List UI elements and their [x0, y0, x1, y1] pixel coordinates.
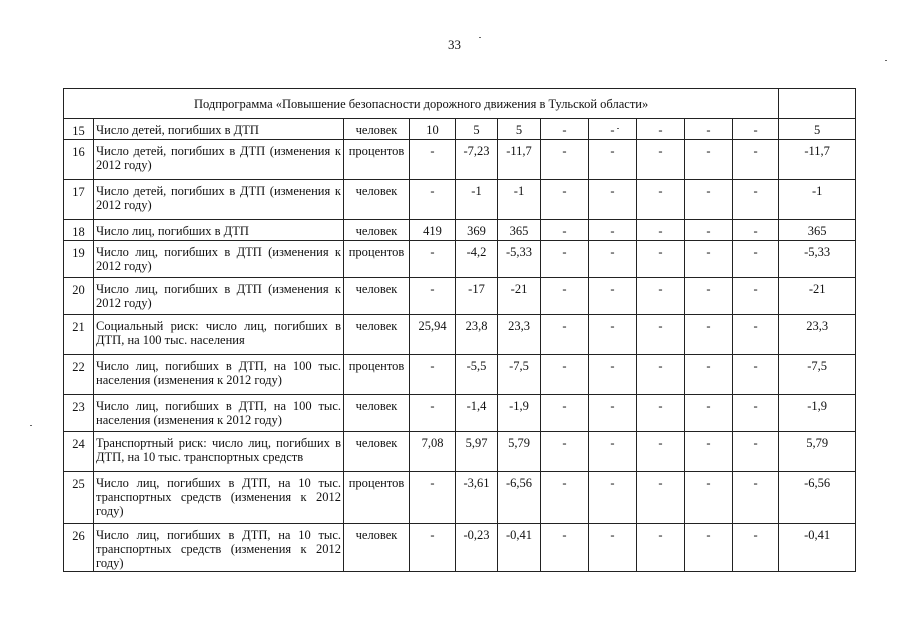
indicator-name: Число лиц, погибших в ДТП, на 100 тыс. населения (изменения к 2012 году)	[94, 355, 344, 395]
value-cell: -	[541, 472, 589, 524]
indicator-name: Число лиц, погибших в ДТП, на 10 тыс. транспортных средств (изменения к 2012 году)	[94, 472, 344, 524]
row-number: 16	[64, 140, 94, 180]
table-row	[64, 119, 856, 140]
value-cell: -	[685, 472, 733, 524]
value-cell: -	[733, 278, 779, 315]
value-cell: -	[410, 278, 456, 315]
value-cell: -	[685, 140, 733, 180]
final-value-cell: -1	[779, 180, 856, 220]
value-cell: -	[685, 278, 733, 315]
table-row	[64, 355, 856, 395]
value-cell: -	[410, 472, 456, 524]
value-cell: -	[541, 315, 589, 355]
unit-cell: человек	[344, 432, 410, 472]
value-cell: -7,5	[498, 355, 541, 395]
value-cell: -	[541, 180, 589, 220]
table-row	[64, 472, 856, 524]
unit-cell: процентов	[344, 355, 410, 395]
value-cell: -	[589, 432, 637, 472]
table-row	[64, 140, 856, 180]
value-cell: -	[589, 278, 637, 315]
value-cell: -	[541, 140, 589, 180]
value-cell: -	[637, 140, 685, 180]
table-row	[64, 278, 856, 315]
value-cell: -3,61	[456, 472, 498, 524]
unit-cell: человек	[344, 315, 410, 355]
final-value-cell: -11,7	[779, 140, 856, 180]
subprogram-row	[64, 89, 856, 119]
value-cell: -	[589, 180, 637, 220]
table-row	[64, 180, 856, 220]
unit-cell: процентов	[344, 140, 410, 180]
value-cell: -	[589, 315, 637, 355]
value-cell: 5,97	[456, 432, 498, 472]
value-cell: -	[410, 241, 456, 278]
value-cell: -0,23	[456, 524, 498, 572]
value-cell: -	[589, 355, 637, 395]
value-cell: -	[589, 220, 637, 241]
value-cell: -	[733, 241, 779, 278]
scan-speck	[30, 425, 32, 426]
value-cell: -	[733, 395, 779, 432]
value-cell: -	[685, 220, 733, 241]
value-cell: -	[637, 119, 685, 140]
final-value-cell: -0,41	[779, 524, 856, 572]
value-cell: 5	[498, 119, 541, 140]
value-cell: -	[637, 524, 685, 572]
final-value-cell: -6,56	[779, 472, 856, 524]
table-row	[64, 395, 856, 432]
unit-cell: процентов	[344, 241, 410, 278]
value-cell: -	[637, 278, 685, 315]
unit-cell: человек	[344, 119, 410, 140]
final-value-cell: 5,79	[779, 432, 856, 472]
value-cell: -	[589, 140, 637, 180]
value-cell: 365	[498, 220, 541, 241]
indicator-name: Число детей, погибших в ДТП (изменения к 2012 году)	[94, 140, 344, 180]
value-cell: -	[541, 241, 589, 278]
value-cell: -	[541, 524, 589, 572]
value-cell: -5,33	[498, 241, 541, 278]
value-cell: -	[733, 220, 779, 241]
indicator-name: Число лиц, погибших в ДТП (изменения к 2012 году)	[94, 278, 344, 315]
value-cell: -	[541, 355, 589, 395]
value-cell: -	[637, 315, 685, 355]
row-number: 18	[64, 220, 94, 241]
scan-speck	[885, 60, 887, 61]
value-cell: -	[637, 395, 685, 432]
value-cell: -	[733, 140, 779, 180]
value-cell: 369	[456, 220, 498, 241]
value-cell: -11,7	[498, 140, 541, 180]
value-cell: -	[541, 395, 589, 432]
value-cell: 5,79	[498, 432, 541, 472]
row-number: 15	[64, 119, 94, 140]
page-number: 33	[448, 37, 461, 52]
final-value-cell: -1,9	[779, 395, 856, 432]
value-cell: -	[733, 119, 779, 140]
value-cell: -17	[456, 278, 498, 315]
value-cell: -	[410, 355, 456, 395]
unit-cell: человек	[344, 524, 410, 572]
value-cell: -1,9	[498, 395, 541, 432]
value-cell: -	[637, 241, 685, 278]
value-cell: -	[685, 395, 733, 432]
value-cell: -	[685, 524, 733, 572]
value-cell: -	[733, 432, 779, 472]
value-cell: -	[685, 315, 733, 355]
value-cell: -	[410, 180, 456, 220]
value-cell: -1	[498, 180, 541, 220]
indicator-name: Число лиц, погибших в ДТП	[94, 220, 344, 241]
value-cell: 419	[410, 220, 456, 241]
row-number: 20	[64, 278, 94, 315]
value-cell: -	[541, 432, 589, 472]
indicator-name: Число детей, погибших в ДТП (изменения к 2012 году)	[94, 180, 344, 220]
value-cell: -	[733, 472, 779, 524]
unit-cell: человек	[344, 180, 410, 220]
final-value-cell: 365	[779, 220, 856, 241]
value-cell: -	[637, 432, 685, 472]
indicator-name: Транспортный риск: число лиц, погибших в ДТП, на 10 тыс. транспортных средств	[94, 432, 344, 472]
value-cell: -4,2	[456, 241, 498, 278]
table-row	[64, 524, 856, 572]
value-cell: -	[410, 524, 456, 572]
scan-speck	[479, 37, 481, 38]
value-cell: -21	[498, 278, 541, 315]
final-value-cell: 23,3	[779, 315, 856, 355]
final-value-cell: 5	[779, 119, 856, 140]
indicator-name: Число детей, погибших в ДТП	[94, 119, 344, 140]
value-cell: -	[541, 220, 589, 241]
value-cell: 23,3	[498, 315, 541, 355]
value-cell: -	[637, 180, 685, 220]
value-cell: -	[685, 432, 733, 472]
table-row	[64, 220, 856, 241]
value-cell: 25,94	[410, 315, 456, 355]
value-cell: 7,08	[410, 432, 456, 472]
indicator-table	[63, 88, 856, 572]
indicator-name: Число лиц, погибших в ДТП (изменения к 2012 году)	[94, 241, 344, 278]
value-cell: -	[685, 119, 733, 140]
value-cell: -	[541, 119, 589, 140]
row-number: 19	[64, 241, 94, 278]
value-cell: -	[733, 315, 779, 355]
row-number: 23	[64, 395, 94, 432]
subprogram-title: Подпрограмма «Повышение безопасности дорожного движения в Тульской области»	[64, 89, 779, 119]
scan-speck	[617, 128, 619, 129]
value-cell: -	[637, 472, 685, 524]
value-cell: -	[685, 180, 733, 220]
row-number: 17	[64, 180, 94, 220]
unit-cell: процентов	[344, 472, 410, 524]
value-cell: 10	[410, 119, 456, 140]
value-cell: -	[733, 355, 779, 395]
unit-cell: человек	[344, 395, 410, 432]
value-cell: -	[589, 241, 637, 278]
value-cell: -0,41	[498, 524, 541, 572]
unit-cell: человек	[344, 278, 410, 315]
value-cell: -1,4	[456, 395, 498, 432]
value-cell: -	[589, 524, 637, 572]
final-value-cell: -7,5	[779, 355, 856, 395]
final-value-cell: -5,33	[779, 241, 856, 278]
row-number: 22	[64, 355, 94, 395]
value-cell: -	[685, 355, 733, 395]
value-cell: -	[637, 355, 685, 395]
table-body	[64, 89, 856, 572]
value-cell: -7,23	[456, 140, 498, 180]
value-cell: 23,8	[456, 315, 498, 355]
value-cell: -	[410, 140, 456, 180]
value-cell: -	[733, 524, 779, 572]
value-cell: -	[589, 395, 637, 432]
row-number: 26	[64, 524, 94, 572]
table-row	[64, 315, 856, 355]
value-cell: -	[589, 119, 637, 140]
row-number: 21	[64, 315, 94, 355]
value-cell: -6,56	[498, 472, 541, 524]
value-cell: -	[637, 220, 685, 241]
row-number: 24	[64, 432, 94, 472]
value-cell: -	[541, 278, 589, 315]
value-cell: -	[589, 472, 637, 524]
value-cell: 5	[456, 119, 498, 140]
value-cell: -	[685, 241, 733, 278]
table-row	[64, 241, 856, 278]
value-cell: -	[410, 395, 456, 432]
final-value-cell: -21	[779, 278, 856, 315]
row-number: 25	[64, 472, 94, 524]
value-cell: -5,5	[456, 355, 498, 395]
indicator-name: Число лиц, погибших в ДТП, на 100 тыс. населения (изменения к 2012 году)	[94, 395, 344, 432]
table-row	[64, 432, 856, 472]
indicator-name: Социальный риск: число лиц, погибших в ДТП, на 100 тыс. населения	[94, 315, 344, 355]
value-cell: -	[733, 180, 779, 220]
subprogram-empty-cell	[779, 89, 856, 119]
unit-cell: человек	[344, 220, 410, 241]
value-cell: -1	[456, 180, 498, 220]
indicator-name: Число лиц, погибших в ДТП, на 10 тыс. транспортных средств (изменения к 2012 году)	[94, 524, 344, 572]
